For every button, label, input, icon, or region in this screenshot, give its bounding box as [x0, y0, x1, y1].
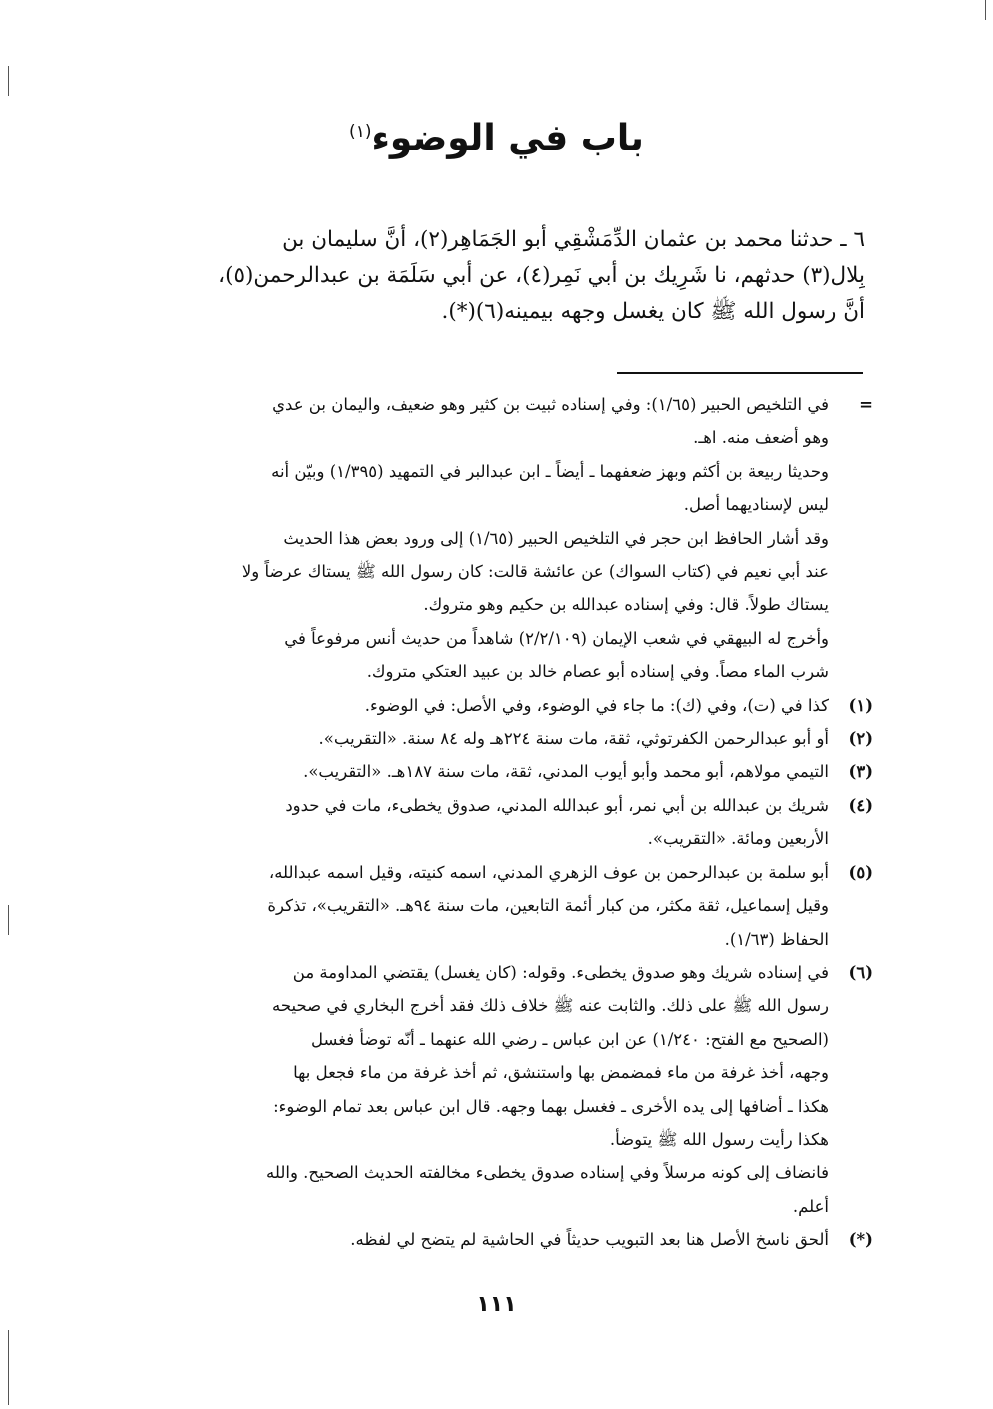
footnote-line: الأربعين ومائة. «التقريب».	[647, 829, 829, 849]
chapter-title-text: باب في الوضوء	[371, 118, 644, 159]
footnote-number	[829, 622, 873, 689]
hadith-line: بِلال(٣) حدثهم، نا شَرِيك بن أبي نَمِر(٤)، عن أبي سَلَمَة بن عبدالرحمن(٥)،	[218, 263, 865, 288]
footnote-line: شرب الماء مصاً. وفي إسناده أبو عصام خالد بن عبيد العتكي متروك.	[366, 662, 829, 682]
footnote-number: (٦)	[848, 962, 873, 982]
footnote-text	[128, 856, 829, 956]
footnote-number: (١)	[848, 695, 873, 715]
footnote-text	[128, 622, 829, 689]
footnote	[128, 689, 873, 722]
footnote-text	[128, 789, 829, 856]
footnote-line: كذا في (ت)، وفي (ك): ما جاء في الوضوء، وفي الأصل: في الوضوء.	[364, 695, 829, 715]
footnote-line: التيمي مولاهم، أبو محمد وأبو أيوب المدني، ثقة، مات سنة ١٨٧هـ. «التقريب».	[303, 762, 829, 782]
footnote-text	[128, 1223, 829, 1256]
footnote-line: وقد أشار الحافظ ابن حجر في التلخيص الحبير (١/٦٥) إلى ورود بعض هذا الحديث	[283, 528, 829, 548]
footnote	[128, 455, 873, 522]
footnote-line: أو أبو عبدالرحمن الكفرتوثي، ثقة، مات سنة ٢٢٤هـ وله ٨٤ سنة. «التقريب».	[318, 729, 829, 749]
footnote-text	[128, 522, 829, 622]
footnote-line: هكذا ـ أضافها إلى يده الأخرى ـ فغسل بهما وجهه. قال ابن عباس بعد تمام الوضوء:	[273, 1096, 829, 1116]
footnote-line: وحديثا ربيعة بن أكثم وبهز ضعفهما ـ أيضاً ـ ابن عبدالبر في التمهيد (١/٣٩٥) وبيّن أنه	[271, 461, 829, 481]
footnotes	[128, 388, 873, 1257]
hadith-line: ٦ ـ حدثنا محمد بن عثمان الدِّمَشْقِي أبو الجَمَاهِر(٢)، أنَّ سليمان بن	[282, 227, 865, 252]
footnote-line: عند أبي نعيم في (كتاب السواك) عن عائشة قالت: كان رسول الله ﷺ يستاك عرضاً ولا	[241, 562, 829, 582]
footnote	[128, 1156, 873, 1223]
footnote	[128, 722, 873, 755]
footnote-number	[829, 522, 873, 622]
footnote-line: رسول الله ﷺ على ذلك. والثابت عنه ﷺ خلاف ذلك فقد أخرج البخاري في صحيحه	[272, 996, 829, 1016]
footnote	[128, 856, 873, 956]
footnote-line: أبو سلمة بن عبدالرحمن بن عوف الزهري المدني، اسمه كنيته، وقيل اسمه عبدالله،	[268, 862, 829, 882]
footnote-line: ليس لإسناديهما أصل.	[683, 495, 829, 515]
scan-edge-mark-top	[8, 66, 9, 96]
chapter-title	[0, 118, 993, 159]
chapter-title-footnote-ref: (١)	[349, 122, 372, 142]
footnote-line: شريك بن عبدالله بن أبي نمر، أبو عبدالله المدني، صدوق يخطىء، مات في حدود	[285, 795, 829, 815]
footnote	[128, 622, 873, 689]
scan-edge-mark-middle	[8, 905, 9, 935]
footnote-text	[128, 956, 829, 1156]
footnote-number: (٢)	[848, 729, 873, 749]
footnote-line: في التلخيص الحبير (١/٦٥): وفي إسناده ثبيت بن كثير وهو ضعيف، واليمان بن عدي	[272, 395, 829, 414]
footnote	[128, 522, 873, 622]
footnote	[128, 789, 873, 856]
footnote	[128, 755, 873, 788]
footnote-text	[128, 722, 829, 755]
footnote-line: ألحق ناسخ الأصل هنا بعد التبويب حديثاً في الحاشية لم يتضح لي لفظه.	[350, 1230, 829, 1250]
footnote-line: في إسناده شريك وهو صدوق يخطىء. وقوله: (كان يغسل) يقتضي المداومة من	[292, 962, 829, 982]
footnote-number: (٤)	[848, 795, 873, 815]
footnote-number	[829, 1156, 873, 1223]
footnote-line: (الصحيح مع الفتح: ١/٢٤٠) عن ابن عباس ـ رضي الله عنهما ـ أنّه توضأ فغسل	[311, 1029, 829, 1049]
footnote-line: وجهه، أخذ غرفة من ماء فمضمض بها واستنشق، ثم أخذ غرفة من ماء فجعل بها	[293, 1063, 829, 1083]
footnote-text	[128, 1156, 829, 1223]
footnote-text	[128, 689, 829, 722]
footnote-separator	[617, 372, 863, 374]
footnote-line: الحفاظ (١/٦٣).	[724, 929, 829, 949]
footnote-line: وهو أضعف منه. اهـ.	[693, 428, 829, 448]
footnote-number: (٣)	[848, 762, 873, 782]
scan-edge-mark-right	[985, 0, 986, 20]
footnote-line: وقيل إسماعيل، ثقة مكثر، من كبار أئمة التابعين، مات سنة ٩٤هـ. «التقريب»، تذكرة	[267, 896, 829, 916]
hadith-text	[130, 222, 865, 330]
page-number: ١١١	[476, 1292, 517, 1317]
footnote-number: =	[859, 395, 873, 414]
footnote-line: يستاك طولاً. قال: وفي إسناده عبدالله بن حكيم وهو متروك.	[423, 595, 829, 615]
footnote-text	[128, 755, 829, 788]
footnote-text	[128, 455, 829, 522]
footnote-number: (٥)	[848, 862, 873, 882]
footnote-line: هكذا رأيت رسول الله ﷺ يتوضأ.	[609, 1129, 829, 1149]
footnote-line: وأخرج له البيهقي في شعب الإيمان (٢/٢/١٠٩) شاهداً من حديث أنس مرفوعاً في	[284, 628, 829, 648]
footnote-text	[128, 388, 829, 455]
hadith-line: أنَّ رسول الله ﷺ كان يغسل وجهه بيمينه(٦)(*).	[441, 299, 865, 324]
footnote-line: فانضاف إلى كونه مرسلاً وفي إسناده صدوق يخطىء مخالفته الحديث الصحيح. والله	[266, 1163, 829, 1183]
footnote	[128, 388, 873, 455]
footnote-line: أعلم.	[792, 1196, 829, 1216]
footnote-number	[829, 455, 873, 522]
footnote	[128, 956, 873, 1156]
footnote-number: (*)	[848, 1230, 873, 1250]
footnote	[128, 1223, 873, 1256]
scan-edge-mark-bottom	[8, 1330, 9, 1405]
